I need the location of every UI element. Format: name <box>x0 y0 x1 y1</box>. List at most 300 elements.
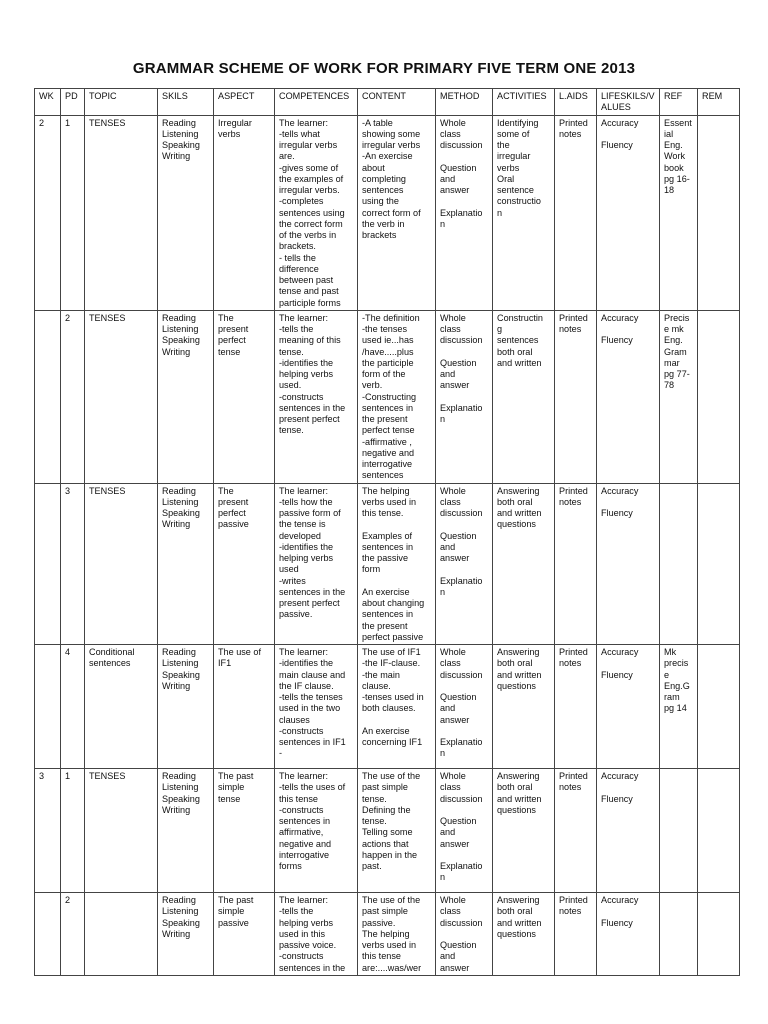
cell-rem <box>698 769 740 893</box>
cell-text: -The definition <box>362 312 420 323</box>
cell-text: developed <box>279 530 321 541</box>
cell-text: Question <box>440 162 477 173</box>
cell-text: Identifying <box>497 117 539 128</box>
cell-text: pg 14 <box>664 703 687 714</box>
header-text: ACTIVITIES <box>497 91 547 101</box>
cell-text: - <box>279 748 283 759</box>
cell-text: -writes <box>279 575 306 586</box>
cell-text: both oral <box>497 658 533 669</box>
header-pd <box>61 89 85 116</box>
cell-text: Writing <box>162 519 191 530</box>
cell-text <box>601 129 656 140</box>
cell-text: discussion <box>440 140 483 150</box>
cell-text: verbs <box>218 128 241 139</box>
cell-text: 4 <box>65 647 71 657</box>
cell-text: 3 <box>39 771 45 781</box>
header-text: WK <box>39 91 54 101</box>
cell-text: the examples of <box>279 173 344 184</box>
cell-text: Writing <box>162 928 191 939</box>
cell-text: Speaking <box>162 140 200 150</box>
cell-text: perfect <box>218 508 246 518</box>
cell-text: Listening <box>162 658 199 669</box>
cell-text <box>601 497 656 508</box>
cell-text: Explanatio <box>440 207 483 218</box>
table-row <box>35 483 740 645</box>
cell-ref <box>660 645 698 769</box>
cell-text: The use of the <box>362 895 421 905</box>
header-text: PD <box>65 91 78 101</box>
cell-pd <box>61 893 85 976</box>
cell-laids <box>555 115 597 310</box>
cell-method <box>436 645 493 769</box>
cell-text: mar <box>664 357 680 368</box>
cell-text: Accuracy <box>601 312 639 323</box>
cell-text: concerning IF1 <box>362 737 423 747</box>
cell-text: Reading <box>162 771 196 781</box>
cell-text: passive form of <box>279 508 341 518</box>
cell-text: the present <box>362 414 408 424</box>
cell-text: and written <box>497 508 542 518</box>
cell-competences <box>275 483 358 645</box>
cell-text: Fluency <box>601 917 633 928</box>
cell-text: answer <box>440 838 470 849</box>
cell-text: -identifies the <box>279 541 334 552</box>
cell-text: -tells what <box>279 128 320 139</box>
cell-content <box>358 769 436 893</box>
cell-rem <box>698 645 740 769</box>
cell-text <box>440 681 489 692</box>
cell-text: Explanatio <box>440 861 483 871</box>
cell-lifeskills-values <box>597 115 660 310</box>
cell-text: present perfect <box>279 598 340 608</box>
cell-text: class <box>440 658 461 669</box>
cell-text: An exercise <box>362 586 410 597</box>
cell-text: The past <box>218 771 254 781</box>
header-row <box>35 89 740 116</box>
header-text: METHOD <box>440 91 480 101</box>
cell-text: Writing <box>162 151 191 162</box>
cell-text: Answering <box>497 485 540 496</box>
cell-text: and <box>440 703 456 714</box>
cell-text: this tense. <box>362 508 404 518</box>
cell-text: irregular <box>497 151 531 162</box>
cell-text: sentences in the <box>279 402 346 413</box>
cell-text: present <box>218 324 249 334</box>
cell-text: Printed <box>559 771 588 781</box>
cell-text: brackets. <box>279 241 316 252</box>
cell-text: n <box>440 218 446 229</box>
cell-text: irregular verbs. <box>279 185 340 195</box>
cell-lifeskills-values <box>597 893 660 976</box>
cell-text: The helping <box>362 928 410 939</box>
cell-text: g <box>497 324 503 334</box>
cell-text: tense. <box>362 793 387 804</box>
cell-text: the passive <box>362 553 409 563</box>
cell-text: sentences <box>89 658 131 669</box>
cell-text: TENSES <box>89 485 126 496</box>
cell-text: Fluency <box>601 508 633 518</box>
cell-aspect <box>214 769 275 893</box>
cell-text: 2 <box>39 117 45 128</box>
cell-text: The learner: <box>279 771 329 781</box>
header-aspect <box>214 89 275 116</box>
cell-text: n <box>440 748 446 759</box>
cell-text: TENSES <box>89 312 126 323</box>
cell-text: 1 <box>65 117 71 128</box>
cell-text: Whole <box>440 117 466 128</box>
cell-text: Explanatio <box>440 575 483 586</box>
cell-aspect <box>214 645 275 769</box>
cell-text: Speaking <box>162 793 200 804</box>
cell-text: notes <box>559 906 582 917</box>
cell-text: irregular verbs <box>362 140 421 150</box>
cell-text: Irregular <box>218 117 252 128</box>
cell-text: Mk <box>664 647 677 657</box>
cell-skills <box>158 115 214 310</box>
cell-text: discussion <box>440 508 483 518</box>
cell-text: discussion <box>440 335 483 346</box>
cell-ref <box>660 115 698 310</box>
header-wk <box>35 89 61 116</box>
cell-text: questions <box>497 680 536 691</box>
cell-method <box>436 310 493 483</box>
cell-text: 2 <box>65 895 71 905</box>
cell-text: Eng.G <box>664 680 690 691</box>
cell-text: Whole <box>440 647 466 657</box>
cell-text: IF1 <box>218 658 232 669</box>
cell-text: Fluency <box>601 669 633 680</box>
cell-text: discussion <box>440 669 483 680</box>
cell-pd <box>61 645 85 769</box>
header-rem <box>698 89 740 116</box>
cell-text: brackets <box>362 230 397 240</box>
cell-text: notes <box>559 496 582 507</box>
cell-text: class <box>440 906 461 917</box>
header-method <box>436 89 493 116</box>
cell-text: Oral <box>497 173 515 184</box>
cell-skills <box>158 483 214 645</box>
cell-skills <box>158 310 214 483</box>
cell-lifeskills-values <box>597 483 660 645</box>
cell-text <box>440 151 489 162</box>
cell-text: both clauses. <box>362 703 416 714</box>
cell-text: simple <box>218 906 245 917</box>
cell-text: Question <box>440 530 477 541</box>
cell-text: discussion <box>440 917 483 928</box>
cell-text: sentences in <box>279 816 331 826</box>
cell-text: n <box>440 586 446 597</box>
cell-text: the verb in <box>362 218 405 229</box>
cell-activities <box>493 310 555 483</box>
cell-aspect <box>214 893 275 976</box>
cell-text: clauses <box>279 714 310 725</box>
cell-text: notes <box>559 782 582 793</box>
cell-topic <box>85 645 158 769</box>
cell-text: -gives some of <box>279 162 339 173</box>
cell-text: -affirmative , <box>362 436 412 447</box>
cell-text: Whole <box>440 895 466 905</box>
cell-text: Printed <box>559 312 588 323</box>
cell-rem <box>698 893 740 976</box>
cell-text <box>440 850 489 861</box>
cell-text: sentence <box>497 185 534 195</box>
header-laids <box>555 89 597 116</box>
cell-pd <box>61 115 85 310</box>
cell-text: -tells the <box>279 906 314 917</box>
cell-text: Writing <box>162 804 191 815</box>
cell-text: notes <box>559 658 582 669</box>
cell-text: sentences in <box>362 402 414 413</box>
cell-text: Reading <box>162 312 196 323</box>
cell-activities <box>493 769 555 893</box>
cell-aspect <box>214 310 275 483</box>
header-text: TOPIC <box>89 91 117 101</box>
cell-text: Writing <box>162 346 191 357</box>
cell-text: verbs used in <box>362 496 417 507</box>
cell-text: 18 <box>664 185 675 195</box>
cell-text: and written <box>497 917 542 928</box>
cell-topic <box>85 769 158 893</box>
cell-text: The use of <box>218 647 261 657</box>
cell-text: The use of the <box>362 771 421 781</box>
cell-text: Answering <box>497 895 540 905</box>
cell-text: Answering <box>497 647 540 657</box>
cell-text <box>362 519 432 530</box>
cell-text: used in this <box>279 928 326 939</box>
cell-text: verb. <box>362 380 383 391</box>
cell-text: used ie...has <box>362 335 414 346</box>
cell-text: Whole <box>440 771 466 781</box>
cell-text: negative and <box>362 447 415 458</box>
cell-text <box>440 392 489 403</box>
cell-text: sentences in IF1 <box>279 737 346 747</box>
cell-content <box>358 645 436 769</box>
cell-competences <box>275 310 358 483</box>
cell-text: tense. <box>362 816 387 826</box>
cell-pd <box>61 310 85 483</box>
cell-aspect <box>214 483 275 645</box>
cell-text: Printed <box>559 647 588 657</box>
cell-activities <box>493 483 555 645</box>
cell-text: both oral <box>497 346 533 357</box>
cell-text: -completes <box>279 196 324 207</box>
cell-text: discussion <box>440 793 483 804</box>
cell-text: about changing <box>362 598 425 608</box>
cell-text: Speaking <box>162 508 200 518</box>
cell-text: past. <box>362 861 382 871</box>
header-text: LIFESKILS/V <box>601 91 655 101</box>
cell-text: affirmative, <box>279 827 324 838</box>
cell-text: -the IF-clause. <box>362 658 421 669</box>
cell-text: -A table <box>362 117 393 128</box>
cell-text: -tenses used in <box>362 692 424 702</box>
cell-text: Eng. <box>664 140 683 150</box>
cell-text: Listening <box>162 906 199 917</box>
cell-text: Examples of <box>362 530 413 541</box>
cell-text: class <box>440 496 461 507</box>
cell-text: n <box>440 872 446 883</box>
cell-text: An exercise <box>362 725 410 736</box>
cell-text: Gram <box>664 346 687 357</box>
cell-text: tense <box>218 793 241 804</box>
cell-text: passive <box>218 519 249 530</box>
cell-method <box>436 893 493 976</box>
cell-text: -constructs <box>279 804 324 815</box>
cell-text: book <box>664 162 684 173</box>
cell-text: main clause and <box>279 669 346 680</box>
cell-method <box>436 769 493 893</box>
cell-content <box>358 115 436 310</box>
cell-lifeskills-values <box>597 769 660 893</box>
cell-text <box>440 726 489 737</box>
cell-text: happen in the <box>362 849 418 860</box>
cell-ref <box>660 483 698 645</box>
cell-text: Whole <box>440 312 466 323</box>
cell-text: -the main <box>362 669 400 680</box>
cell-laids <box>555 893 597 976</box>
cell-text: The learner: <box>279 312 329 323</box>
cell-topic <box>85 115 158 310</box>
cell-topic <box>85 893 158 976</box>
cell-text: answer <box>440 553 470 563</box>
cell-text: questions <box>497 928 536 939</box>
header-text: CONTENT <box>362 91 406 101</box>
cell-text: perfect passive <box>362 631 424 642</box>
cell-text: and <box>440 951 456 962</box>
cell-text: completing <box>362 173 406 184</box>
cell-laids <box>555 645 597 769</box>
table-row <box>35 310 740 483</box>
cell-text: ial <box>664 128 674 139</box>
cell-text: verbs <box>497 162 520 173</box>
cell-text: class <box>440 128 461 139</box>
cell-topic <box>85 310 158 483</box>
cell-text: Question <box>440 357 477 368</box>
cell-method <box>436 483 493 645</box>
cell-text: both oral <box>497 782 533 793</box>
cell-text: notes <box>559 128 582 139</box>
cell-competences <box>275 769 358 893</box>
page-title: GRAMMAR SCHEME OF WORK FOR PRIMARY FIVE TERM ONE 2013 <box>132 60 636 77</box>
cell-text: Accuracy <box>601 895 639 905</box>
cell-text: and <box>440 369 456 379</box>
cell-text: -tells the tenses <box>279 692 343 702</box>
cell-activities <box>493 893 555 976</box>
cell-text <box>440 347 489 358</box>
cell-text: and <box>440 541 456 552</box>
cell-text: and written <box>497 793 542 804</box>
cell-text: 1 <box>65 771 71 781</box>
cell-text: Printed <box>559 485 588 496</box>
cell-skills <box>158 769 214 893</box>
scheme-of-work-table <box>34 88 740 976</box>
cell-text: present <box>218 496 249 507</box>
cell-text: Eng. <box>664 335 683 346</box>
cell-text: The learner: <box>279 117 329 128</box>
cell-text: Defining the <box>362 804 411 815</box>
header-content <box>358 89 436 116</box>
cell-text: Accuracy <box>601 117 639 128</box>
cell-content <box>358 310 436 483</box>
cell-text: sentences in <box>362 541 414 552</box>
cell-text: participle forms <box>279 297 341 308</box>
header-text: ASPECT <box>218 91 255 101</box>
cell-text <box>440 805 489 816</box>
cell-text: -An exercise <box>362 151 413 162</box>
header-text: ALUES <box>601 102 631 113</box>
cell-text: Speaking <box>162 335 200 346</box>
cell-text: -identifies the <box>279 357 334 368</box>
cell-ref <box>660 893 698 976</box>
cell-text: perfect <box>218 335 246 346</box>
cell-text: Listening <box>162 324 199 334</box>
table-row <box>35 115 740 310</box>
cell-text: form of the <box>362 369 406 379</box>
cell-skills <box>158 893 214 976</box>
cell-text: are. <box>279 151 295 162</box>
cell-text: -constructs <box>279 725 324 736</box>
cell-text: ram <box>664 692 680 702</box>
cell-text: helping verbs <box>279 553 334 563</box>
cell-wk <box>35 483 61 645</box>
header-ref <box>660 89 698 116</box>
cell-text: Question <box>440 816 477 826</box>
cell-text: questions <box>497 519 536 530</box>
cell-text: Explanatio <box>440 737 483 747</box>
cell-text: Accuracy <box>601 771 639 781</box>
cell-text: -tells the <box>279 324 314 334</box>
cell-text: the tense is <box>279 519 326 530</box>
cell-text <box>440 519 489 530</box>
cell-text: the IF clause. <box>279 680 334 691</box>
cell-text: tense. <box>279 425 304 436</box>
cell-text: -constructs <box>279 951 324 962</box>
cell-text: forms <box>279 861 302 871</box>
cell-text: past simple <box>362 782 408 793</box>
cell-text: difference <box>279 263 319 274</box>
cell-text: Explanatio <box>440 402 483 413</box>
cell-text: actions that <box>362 838 409 849</box>
cell-text: -tells how the <box>279 496 333 507</box>
cell-text: interrogative <box>279 849 330 860</box>
cell-text: Reading <box>162 117 196 128</box>
cell-text: The learner: <box>279 895 329 905</box>
cell-text: Printed <box>559 895 588 905</box>
cell-content <box>358 483 436 645</box>
cell-text: Writing <box>162 680 191 691</box>
cell-text: Accuracy <box>601 647 639 657</box>
cell-text: used in the two <box>279 703 341 714</box>
cell-text: Conditional <box>89 647 135 657</box>
cell-wk <box>35 310 61 483</box>
cell-text: both oral <box>497 906 533 917</box>
cell-text: this tense <box>362 951 401 962</box>
cell-competences <box>275 645 358 769</box>
cell-text: both oral <box>497 496 533 507</box>
cell-competences <box>275 893 358 976</box>
cell-text: e <box>664 669 670 680</box>
cell-text: and written <box>497 669 542 680</box>
cell-text: Constructin <box>497 312 543 323</box>
cell-text <box>601 906 656 917</box>
cell-text: answer <box>440 380 470 391</box>
cell-rem <box>698 115 740 310</box>
cell-text: Work <box>664 151 686 162</box>
cell-text: of the verbs in <box>279 230 337 240</box>
cell-text <box>440 564 489 575</box>
cell-text: n <box>440 414 446 424</box>
cell-text: answer <box>440 962 470 973</box>
